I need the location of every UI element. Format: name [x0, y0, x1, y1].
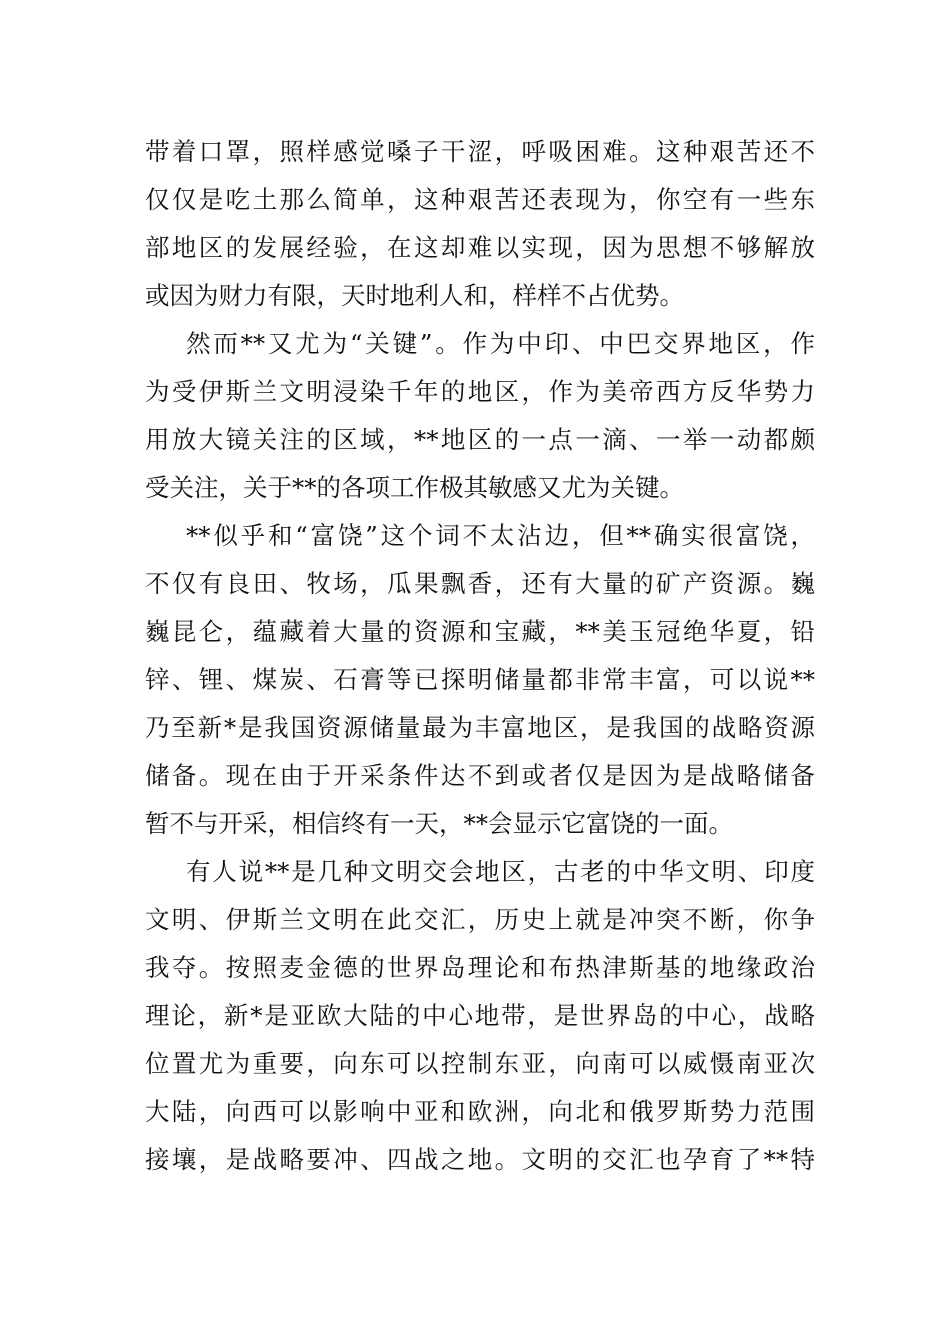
- text-line: 理论，新*是亚欧大陆的中心地带，是世界岛的中心，战略: [145, 1001, 815, 1030]
- paragraph-start-line: **似乎和“富饶”这个词不太沾边，但**确实很富饶，: [186, 521, 815, 550]
- text-line: 用放大镜关注的区域，**地区的一点一滴、一举一动都颇: [145, 425, 815, 454]
- text-line: 接壤，是战略要冲、四战之地。文明的交汇也孕育了**特: [145, 1145, 815, 1174]
- text-line: 为受伊斯兰文明浸染千年的地区，作为美帝西方反华势力: [145, 377, 815, 406]
- text-line: 位置尤为重要，向东可以控制东亚，向南可以威慑南亚次: [145, 1049, 815, 1078]
- paragraph-start-line: 然而**又尤为“关键”。作为中印、中巴交界地区，作: [186, 329, 815, 358]
- text-line: 锌、锂、煤炭、石膏等已探明储量都非常丰富，可以说**: [145, 665, 815, 694]
- text-line: 暂不与开采，相信终有一天，**会显示它富饶的一面。: [145, 809, 733, 838]
- text-line: 仅仅是吃土那么简单，这种艰苦还表现为，你空有一些东: [145, 185, 815, 214]
- text-line: 受关注，关于**的各项工作极其敏感又尤为关键。: [145, 473, 684, 502]
- text-line: 或因为财力有限，天时地利人和，样样不占优势。: [145, 281, 684, 310]
- body-text: [145, 128, 815, 1184]
- text-line: 不仅有良田、牧场，瓜果飘香，还有大量的矿产资源。巍: [145, 569, 815, 598]
- text-line: 储备。现在由于开采条件达不到或者仅是因为是战略储备: [145, 761, 815, 790]
- text-line: 带着口罩，照样感觉嗓子干涩，呼吸困难。这种艰苦还不: [145, 137, 815, 166]
- text-line: 乃至新*是我国资源储量最为丰富地区，是我国的战略资源: [145, 713, 815, 742]
- paragraph-start-line: 有人说**是几种文明交会地区，古老的中华文明、印度: [186, 857, 815, 886]
- text-line: 大陆，向西可以影响中亚和欧洲，向北和俄罗斯势力范围: [145, 1097, 815, 1126]
- text-line: 文明、伊斯兰文明在此交汇，历史上就是冲突不断，你争: [145, 905, 815, 934]
- text-line: 巍昆仑，蕴藏着大量的资源和宝藏，**美玉冠绝华夏，铅: [145, 617, 815, 646]
- text-line: 部地区的发展经验，在这却难以实现，因为思想不够解放: [145, 233, 815, 262]
- text-line: 我夺。按照麦金德的世界岛理论和布热津斯基的地缘政治: [145, 953, 815, 982]
